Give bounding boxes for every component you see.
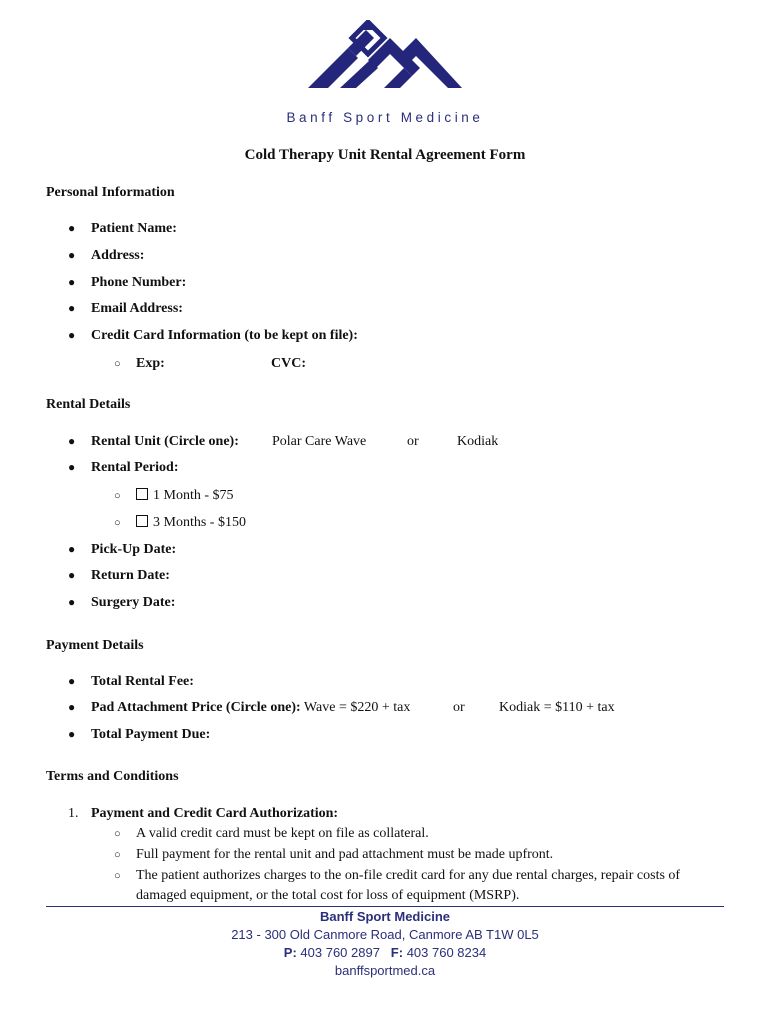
terms-heading: Terms and Conditions: [46, 769, 179, 784]
bullet-icon: ●: [68, 568, 76, 582]
checkbox-icon[interactable]: [136, 515, 148, 527]
terms-point: ○ Full payment for the rental unit and pad attachment must be made upfront.: [114, 847, 554, 862]
rental-unit-field: ● Rental Unit (Circle one):: [68, 434, 239, 449]
unit-or: or: [407, 434, 419, 449]
terms-item-1-title: Payment and Credit Card Authorization:: [91, 806, 339, 821]
rental-heading: Rental Details: [46, 397, 131, 412]
footer-fax: 403 760 8234: [406, 945, 487, 960]
circle-bullet-icon: ○: [114, 870, 121, 882]
bullet-icon: ●: [68, 460, 76, 474]
bullet-icon: ●: [68, 275, 76, 289]
unit-option-polar-care-wave[interactable]: Polar Care Wave: [272, 434, 367, 449]
pickup-date-field: ● Pick-Up Date:: [68, 542, 177, 557]
bullet-icon: ●: [68, 674, 76, 688]
total-rental-fee-field: ● Total Rental Fee:: [68, 674, 194, 689]
banff-sport-medicine-logo: [300, 20, 470, 95]
bullet-icon: ●: [68, 595, 76, 609]
payment-heading: Payment Details: [46, 638, 144, 653]
exp-field: ○ Exp:: [114, 356, 165, 371]
rental-period-field: ● Rental Period:: [68, 460, 179, 475]
bullet-icon: ●: [68, 434, 76, 448]
footer-divider: [46, 906, 724, 907]
terms-point-continued: damaged equipment, or the total cost for loss of equipment (MSRP).: [136, 888, 520, 903]
bullet-icon: ●: [68, 221, 76, 235]
personal-heading: Personal Information: [46, 185, 175, 200]
bullet-icon: ●: [68, 328, 76, 342]
unit-option-kodiak[interactable]: Kodiak: [457, 434, 499, 449]
bullet-icon: ●: [68, 700, 76, 714]
pad-option-kodiak[interactable]: Kodiak = $110 + tax: [499, 700, 615, 715]
total-payment-due-field: ● Total Payment Due:: [68, 727, 211, 742]
return-date-field: ● Return Date:: [68, 568, 170, 583]
footer-name: Banff Sport Medicine: [319, 909, 450, 924]
footer-phone: 403 760 2897: [300, 945, 380, 960]
terms-item-1-number: 1.: [68, 806, 79, 821]
footer-contact: P: 403 760 2897 F: 403 760 8234: [283, 945, 487, 960]
circle-bullet-icon: ○: [114, 517, 121, 529]
email-field: ● Email Address:: [68, 301, 183, 316]
footer-address: 213 - 300 Old Canmore Road, Canmore AB T1W 0L5: [231, 927, 539, 942]
bullet-icon: ●: [68, 301, 76, 315]
cvc-field: CVC:: [271, 356, 306, 371]
pad-attachment-field: ● Pad Attachment Price (Circle one): Wave = $220 + tax: [68, 700, 411, 715]
period-option-3-months[interactable]: ○ 3 Months - $150: [114, 515, 246, 530]
brand-name: Banff Sport Medicine: [286, 110, 484, 125]
checkbox-icon[interactable]: [136, 488, 148, 500]
pad-or: or: [453, 700, 465, 715]
address-field: ● Address:: [68, 248, 145, 263]
footer-website[interactable]: banffsportmed.ca: [334, 963, 436, 978]
circle-bullet-icon: ○: [114, 358, 121, 370]
phone-field: ● Phone Number:: [68, 275, 187, 290]
credit-card-field: ● Credit Card Information (to be kept on file):: [68, 328, 358, 343]
bullet-icon: ●: [68, 248, 76, 262]
circle-bullet-icon: ○: [114, 490, 121, 502]
bullet-icon: ●: [68, 542, 76, 556]
terms-point: ○ The patient authorizes charges to the on-file credit card for any due rental charges, repair costs of: [114, 868, 681, 883]
period-option-1-month[interactable]: ○ 1 Month - $75: [114, 488, 234, 503]
pad-option-wave[interactable]: Wave = $220 + tax: [303, 700, 411, 715]
bullet-icon: ●: [68, 727, 76, 741]
form-title: Cold Therapy Unit Rental Agreement Form: [244, 147, 526, 163]
patient-name-field: ● Patient Name:: [68, 221, 177, 236]
circle-bullet-icon: ○: [114, 849, 121, 861]
surgery-date-field: ● Surgery Date:: [68, 595, 176, 610]
circle-bullet-icon: ○: [114, 828, 121, 840]
terms-point: ○ A valid credit card must be kept on file as collateral.: [114, 826, 429, 841]
